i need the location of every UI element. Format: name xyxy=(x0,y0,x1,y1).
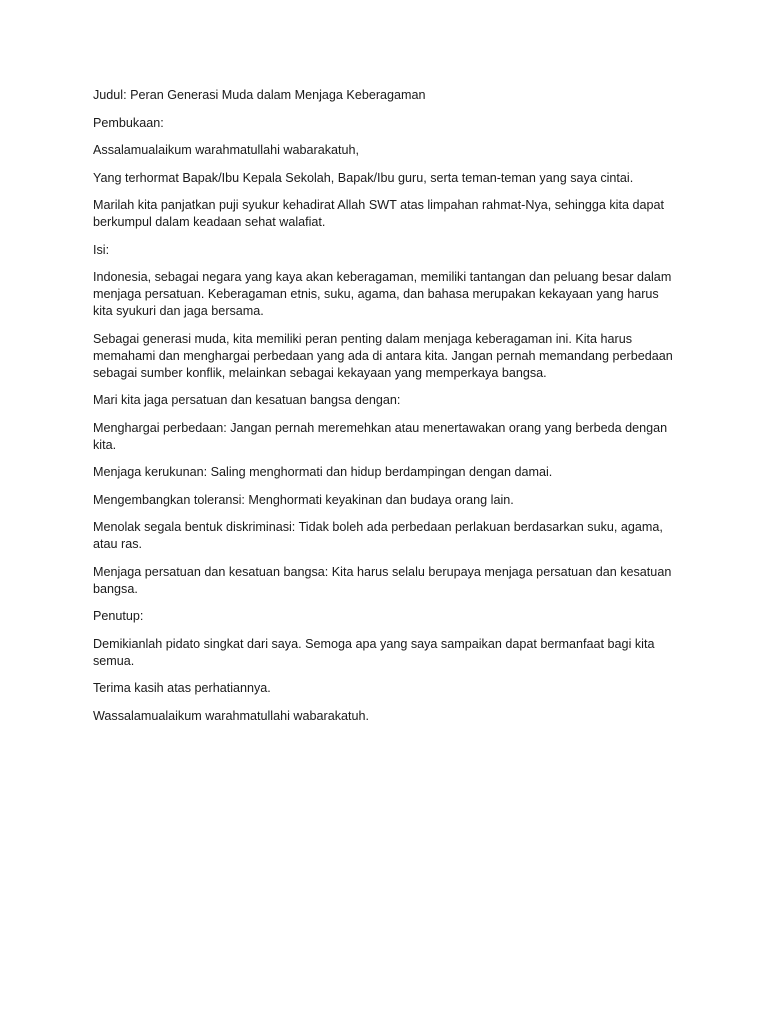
document-title: Judul: Peran Generasi Muda dalam Menjaga Keberagaman xyxy=(93,88,426,102)
gratitude-paragraph: Marilah kita panjatkan puji syukur kehadirat Allah SWT atas limpahan rahmat-Nya, sehingga kita dapat berkumpul dalam keadaan sehat walafiat. xyxy=(93,198,664,229)
body-paragraph: Indonesia, sebagai negara yang kaya akan keberagaman, memiliki tantangan dan peluang besar dalam menjaga persatuan. Keberagaman etnis, suku, agama, dan bahasa merupakan kekayaan yang harus kita syukuri dan jaga bersama. xyxy=(93,270,672,318)
list-intro: Mari kita jaga persatuan dan kesatuan bangsa dengan: xyxy=(93,393,401,407)
body-heading: Isi: xyxy=(93,242,110,257)
document-body xyxy=(93,87,678,735)
farewell-paragraph: Wassalamualaikum warahmatullahi wabarakatuh. xyxy=(93,708,370,723)
address-paragraph: Yang terhormat Bapak/Ibu Kepala Sekolah, Bapak/Ibu guru, serta teman-teman yang saya cintai. xyxy=(93,170,634,185)
closing-heading: Penutup: xyxy=(93,609,144,623)
opening-heading: Pembukaan: xyxy=(93,115,164,130)
body-paragraph: Sebagai generasi muda, kita memiliki peran penting dalam menjaga keberagaman ini. Kita harus memahami dan menghargai perbedaan yang ada di antara kita. Jangan pernah memandang perbedaan sebagai sumber konflik, melainkan sebagai kekayaan yang memperkaya bangsa. xyxy=(93,331,673,380)
point-item: Menolak segala bentuk diskriminasi: Tidak boleh ada perbedaan perlakuan berdasarkan suku, agama, atau ras. xyxy=(93,520,663,551)
point-item: Mengembangkan toleransi: Menghormati keyakinan dan budaya orang lain. xyxy=(93,492,514,507)
point-item: Menjaga kerukunan: Saling menghormati dan hidup berdampingan dengan damai. xyxy=(93,465,553,479)
point-item: Menghargai perbedaan: Jangan pernah meremehkan atau menertawakan orang yang berbeda dengan kita. xyxy=(93,420,668,452)
thanks-paragraph: Terima kasih atas perhatiannya. xyxy=(93,681,271,695)
point-item: Menjaga persatuan dan kesatuan bangsa: Kita harus selalu berupaya menjaga persatuan dan kesatuan bangsa. xyxy=(93,564,672,596)
greeting-paragraph: Assalamualaikum warahmatullahi wabarakatuh, xyxy=(93,143,359,157)
closing-paragraph: Demikianlah pidato singkat dari saya. Semoga apa yang saya sampaikan dapat bermanfaat bagi kita semua. xyxy=(93,636,655,668)
